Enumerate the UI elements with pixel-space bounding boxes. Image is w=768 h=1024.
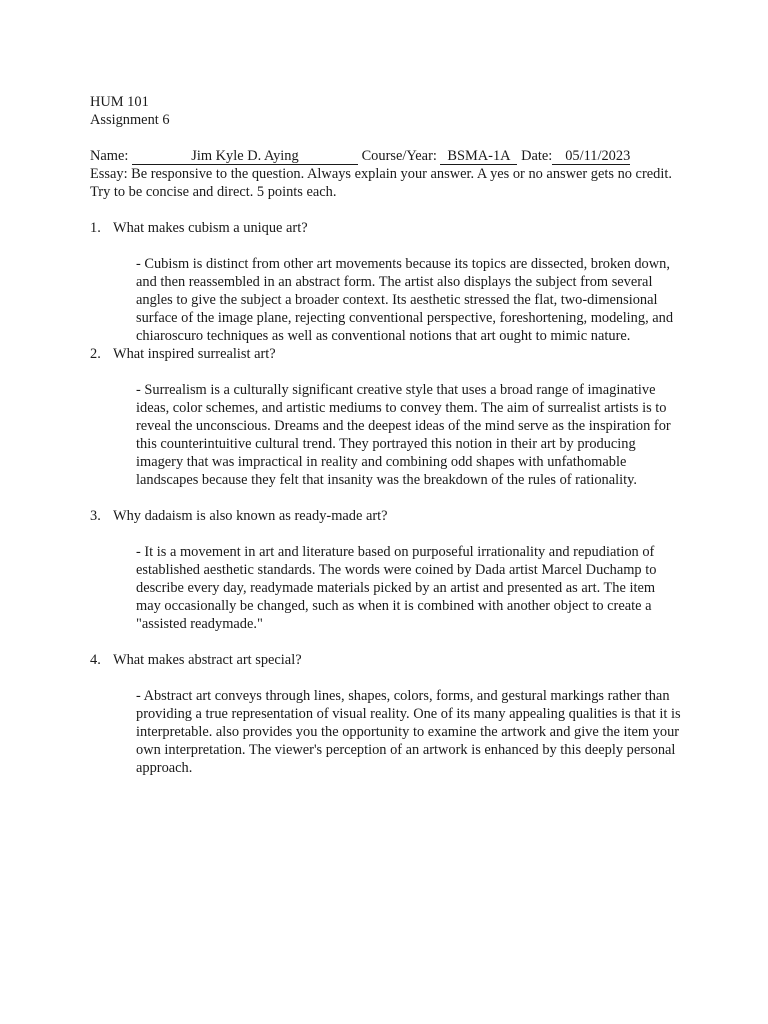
question-text: What makes cubism a unique art? (113, 220, 308, 236)
answer-text: - Abstract art conveys through lines, shapes, colors, forms, and gestural markings rather than providing a true representation of visual reality. One of its many appealing qualities is that it is interpretable. also provides you the opportunity to examine the artwork and give the item your own interpretation. The viewer's perception of an artwork is enhanced by this deeply personal approach. (136, 688, 681, 776)
question-number: 1. (90, 220, 101, 236)
question-text: Why dadaism is also known as ready-made art? (113, 508, 388, 524)
answer-text: - Cubism is distinct from other art movements because its topics are dissected, broken down, and then reassembled in an abstract form. The artist also displays the subject from several angles to give the subject a broader context. Its aesthetic stressed the flat, two-dimensional surface of the image plane, rejecting conventional perspective, foreshortening, modeling, and chiaroscuro techniques as well as conventional notions that art ought to mimic nature. (136, 256, 674, 344)
question-item (90, 651, 690, 669)
course-year-value: BSMA-1A (440, 149, 517, 165)
question-number: 2. (90, 346, 101, 362)
date-label: Date: (521, 148, 553, 164)
question-number: 4. (90, 652, 101, 668)
course-year-label: Course/Year: (361, 148, 437, 164)
name-label: Name: (90, 148, 129, 164)
name-value: Jim Kyle D. Aying (132, 149, 358, 165)
answer-text: - It is a movement in art and literature based on purposeful irrationality and repudiation of established aesthetic standards. The words were coined by Dada artist Marcel Duchamp to describe every day, readymade materials picked by an artist and presented as art. The item may occasionally be changed, such as when it is combined with another object to create a "assisted readymade." (136, 544, 657, 632)
question-item (90, 219, 690, 237)
question-item (90, 345, 690, 363)
question-number: 3. (90, 508, 101, 524)
document-page (90, 93, 690, 777)
question-item (90, 507, 690, 525)
essay-instructions: Essay: Be responsive to the question. Always explain your answer. A yes or no answer gets no credit. Try to be concise and direct. 5 points each. (90, 166, 672, 200)
question-text: What makes abstract art special? (113, 652, 302, 668)
date-value: 05/11/2023 (552, 149, 630, 165)
answer-text: - Surrealism is a culturally significant creative style that uses a broad range of imaginative ideas, color schemes, and artistic mediums to convey them. The aim of surrealist artists is to reveal the unconscious. Dreams and the deepest ideas of the mind serve as the inspiration for this counterintuitive cultural trend. They portrayed this notion in their art by producing imagery that was impractical in reality and combining odd shapes with unfathomable landscapes because they felt that insanity was the breakdown of the rules of rationality. (136, 382, 671, 488)
question-text: What inspired surrealist art? (113, 346, 276, 362)
course-code: HUM 101 (90, 94, 149, 110)
assignment-title: Assignment 6 (90, 112, 170, 128)
student-info-line (90, 147, 690, 165)
